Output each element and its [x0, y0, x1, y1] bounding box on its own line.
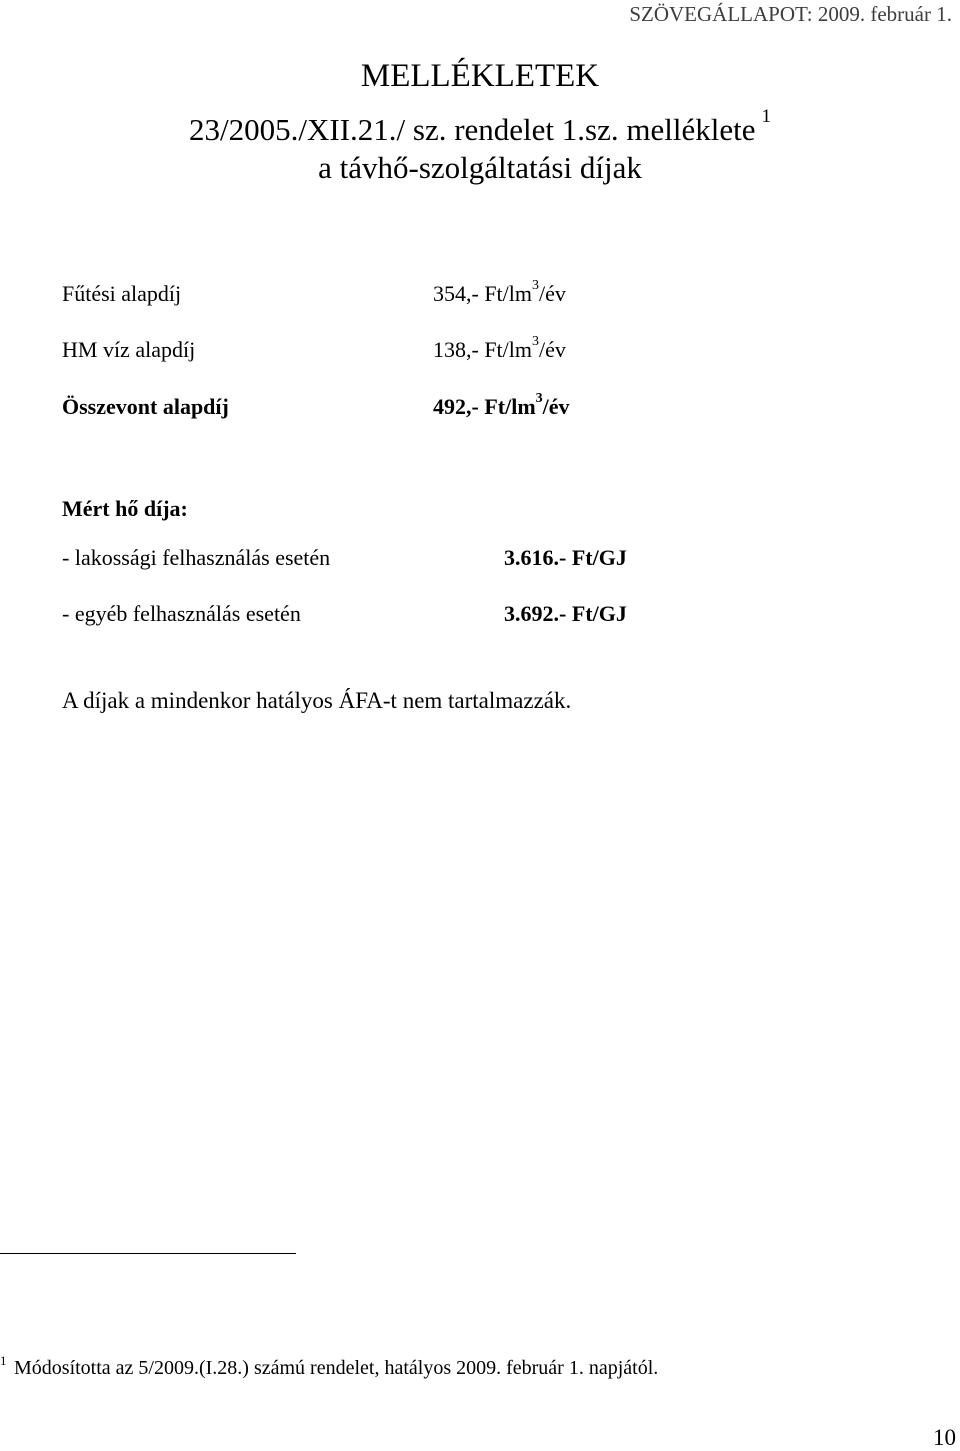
fees-title: a távhő-szolgáltatási díjak: [318, 150, 642, 185]
heat-fee-heading: Mért hő díja:: [62, 496, 188, 521]
heat-fee-label: - lakossági felhasználás esetén: [62, 545, 331, 570]
footnote-mark: 1: [0, 1353, 7, 1368]
regulation-title: [0, 106, 960, 148]
basic-fee-amount: 354,- Ft/lm: [433, 281, 533, 306]
page-number: 10: [933, 1425, 956, 1450]
combined-fee-suffix: /év: [542, 394, 570, 419]
basic-fee-value: [433, 334, 566, 363]
combined-fee-value: [433, 391, 570, 420]
basic-fee-exponent: 3: [532, 334, 540, 349]
annex-title: MELLÉKLETEK: [360, 58, 600, 94]
basic-fee-exponent: 3: [532, 278, 540, 293]
combined-fee-label: Összevont alapdíj: [62, 394, 229, 419]
basic-fee-label: Fűtési alapdíj: [62, 281, 182, 306]
basic-fee-suffix: /év: [539, 281, 566, 306]
regulation-title-text: 23/2005./XII.21./ sz. rendelet 1.sz. melléklete: [189, 112, 756, 147]
combined-fee-amount: 492,- Ft/lm: [433, 394, 536, 419]
basic-fee-amount: 138,- Ft/lm: [433, 337, 533, 362]
basic-fee-label: HM víz alapdíj: [62, 337, 196, 362]
basic-fee-suffix: /év: [539, 337, 566, 362]
document-status: SZÖVEGÁLLAPOT: 2009. február 1.: [629, 2, 952, 26]
heat-fee-value: 3.692.- Ft/GJ: [504, 601, 627, 626]
heat-fee-value: 3.616.- Ft/GJ: [504, 545, 627, 570]
combined-fee-exponent: 3: [535, 391, 543, 406]
footnote-separator: [0, 1253, 296, 1254]
heat-fee-label: - egyéb felhasználás esetén: [62, 601, 301, 626]
basic-fee-value: [433, 278, 566, 307]
vat-note: A díjak a mindenkor hatályos ÁFA-t nem tartalmazzák.: [62, 688, 572, 713]
footnote-reference: 1: [761, 106, 771, 127]
footnote-text: Módosította az 5/2009.(I.28.) számú rendelet, hatályos 2009. február 1. napjától.: [14, 1357, 659, 1379]
